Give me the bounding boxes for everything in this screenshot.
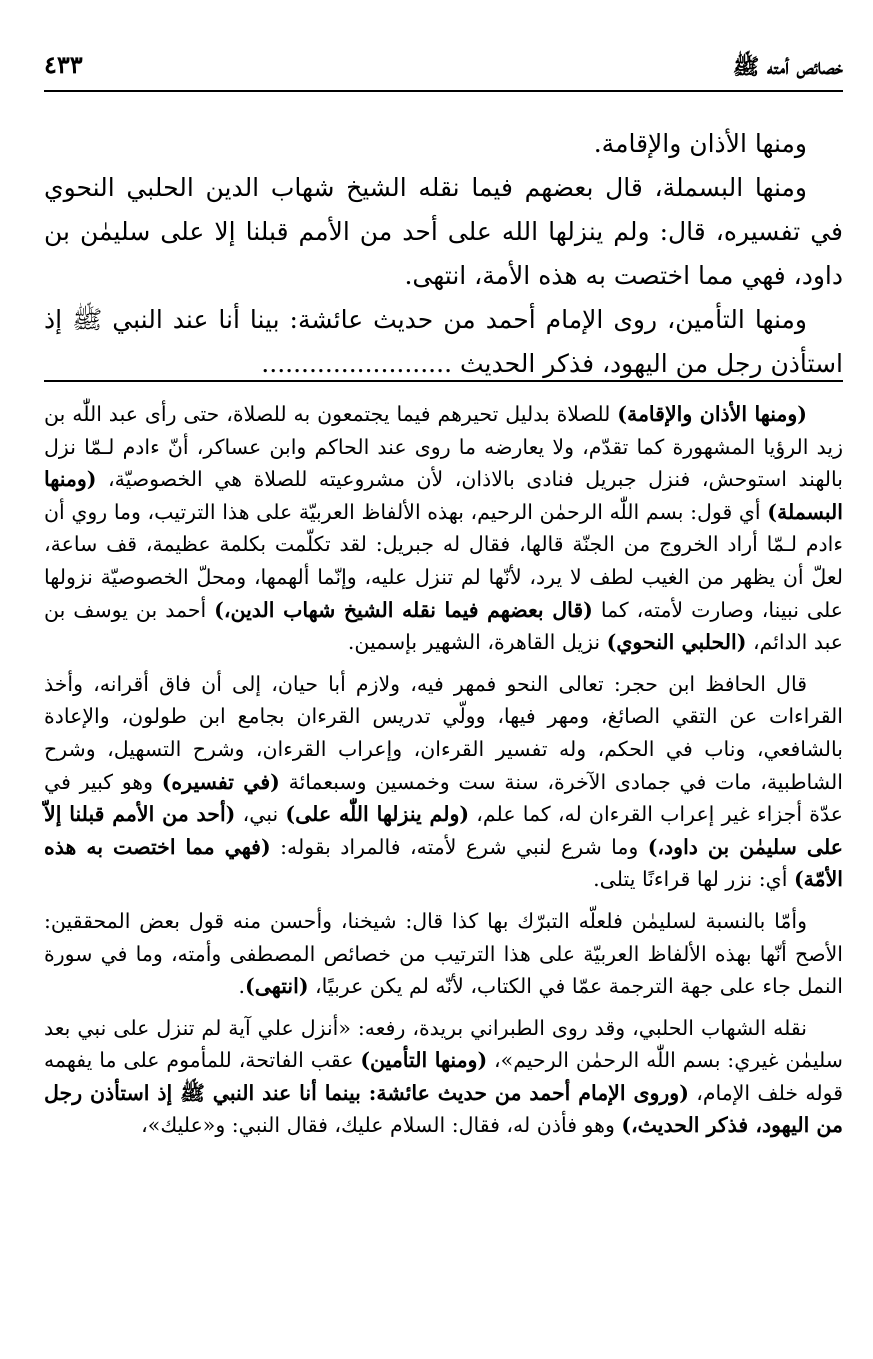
text-run: وهو فأذن له، فقال: السلام عليك، فقال النبي: و«عليك»،: [141, 1113, 622, 1138]
text-run: أي: نزر لها قراءنًا يتلى.: [593, 867, 794, 892]
text-run: ومنها التأمين، روى الإمام أحمد من حديث عائشة: بينا أنا عند النبي ﷺ إذ استأذن رجل من اليهود، فذكر الحديث: [44, 305, 843, 378]
text-run: قال الحافظ ابن حجر: تعالى النحو فمهر فيه، ولازم أبا حيان، إلى أن فاق أقرانه، وأخذ القراءات عن التقي الصائغ، ومهر فيها، وولّي تدريس القرءان بجامع ابن طولون، والإعادة بالشافعي، وناب في الحكم، وله تفسير القرءان، وإعراب القرءان، وشرح التسهيل، وشرح الشاطبية، مات في جمادى الآخرة، سنة ست وخمسين وسبعمائة: [44, 671, 843, 794]
text-run: نقله الشهاب الحلبي، وقد روى الطبراني بريدة، رفعه: «أنزل علي آية لم تنزل على نبي بعد سليمٰن غيري: بسم اللّٰه الرحمٰن الرحيم»،: [44, 1015, 843, 1073]
book-page: [44, 0, 843, 1359]
leader-dots: ........................: [261, 349, 453, 378]
sharh-paragraph: [44, 668, 843, 896]
quoted-matn-phrase: (الحلبي النحوي): [606, 630, 747, 655]
matn-paragraph: [44, 298, 843, 386]
quoted-matn-phrase: (ولم ينزلها اللّٰه على): [285, 802, 470, 827]
text-run: للصلاة بدليل تحيرهم فيما يجتمعون به للصلاة، حتى رأى عبد اللّٰه بن زيد الرؤيا المشهورة كما تقدّم، ولا يعارضه ما روى عند الحاكم وابن عساكر، أنّ ءادم لـمّا نزل بالهند استوحش، فنزل جبريل فنادى بالاذان، لأن مشروعيته للصلاة هي الخصوصيّة،: [44, 402, 843, 492]
text-run: وأمّا بالنسبة لسليمٰن فلعلّه التبرّك بها كذا قال: شيخنا، وأحسن منه قول بعض المحققين: الأصح أنّها بهذه الألفاظ العربيّة على هذا الترتيب من خصائص المصطفى وأمته، وما في سورة النمل جاء على جهة الترجمة عمّا في الكتاب، لأنّه لم يكن عربيًا،: [44, 908, 843, 999]
text-run: ومنها الأذان والإقامة.: [593, 129, 807, 158]
text-run: عقب الفاتحة، للمأموم على ما يفهمه قوله خلف الإمام،: [44, 1048, 843, 1105]
quoted-matn-phrase: (ومنها البسملة): [44, 467, 843, 524]
text-run: نزيل القاهرة، الشهير بإسمين.: [347, 630, 607, 655]
text-run: ومنها البسملة، قال بعضهم فيما نقله الشيخ شهاب الدين الحلبي النحوي في تفسيره، قال: ولم ينزلها الله على أحد من الأمم قبلنا إلا على سليمٰن بن داود، فهي مما اختصت به هذه الأمة، انتهى.: [44, 173, 843, 290]
quoted-matn-phrase: (في تفسيره): [161, 769, 280, 794]
quoted-matn-phrase: (فهي مما اختصت به هذه الأمّة): [44, 834, 843, 892]
page-number: ٤٣٣: [44, 50, 83, 79]
text-run: أحمد بن يوسف بن عبد الدائم،: [44, 597, 843, 655]
quoted-matn-phrase: (وروى الإمام أحمد من حديث عائشة: بينما أنا عند النبي ﷺ إذ استأذن رجل من اليهود، فذكر الحديث،): [44, 1080, 843, 1138]
text-run: نبي،: [235, 802, 286, 827]
text-run: وما شرع لنبي شرع لأمته، فالمراد بقوله:: [270, 834, 648, 859]
quoted-matn-phrase: (ومنها الأذان والإقامة): [617, 402, 807, 426]
matn-paragraph: [44, 166, 843, 298]
text-run: أي قول: بسم اللّٰه الرحمٰن الرحيم، بهذه الألفاظ العربيّة على هذا الترتيب، وما روي أن ءادم لـمّا أراد الخروج من الجنّة قالها، فقال له جبريل: لقد تكلّمت بكلمة عظيمة، قف ساعة، لعلّ أن يظهر من الغيب لطف لا يرد، لأنّها لم تنزل عليه، وإنّما ألهمها، ومحلّ الخصوصيّة نزولها على نبينا، وصارت لأمته، كما: [44, 499, 843, 622]
quoted-matn-phrase: (ومنها التأمين): [360, 1048, 488, 1073]
quoted-matn-phrase: (أحد من الأمم قبلنا إلاّ على سليمٰن بن داود،): [44, 802, 843, 859]
quoted-matn-phrase: (انتهى): [245, 974, 309, 999]
running-title: خصائص أمته ﷺ: [732, 54, 843, 80]
sharh-commentary: [44, 398, 843, 1151]
quoted-matn-phrase: (قال بعضهم فيما نقله الشيخ شهاب الدين،): [214, 597, 593, 622]
text-run: .: [238, 974, 245, 999]
text-run: وهو كبير في عدّة أجزاء غير إعراب القرءان له، كما علم،: [44, 769, 843, 827]
sharh-paragraph: [44, 398, 843, 659]
sharh-paragraph: [44, 905, 843, 1003]
matn-text: [44, 122, 843, 386]
footnote-divider: [44, 380, 843, 382]
matn-paragraph: [44, 122, 843, 166]
page-header: [44, 48, 843, 92]
sharh-paragraph: [44, 1012, 843, 1142]
